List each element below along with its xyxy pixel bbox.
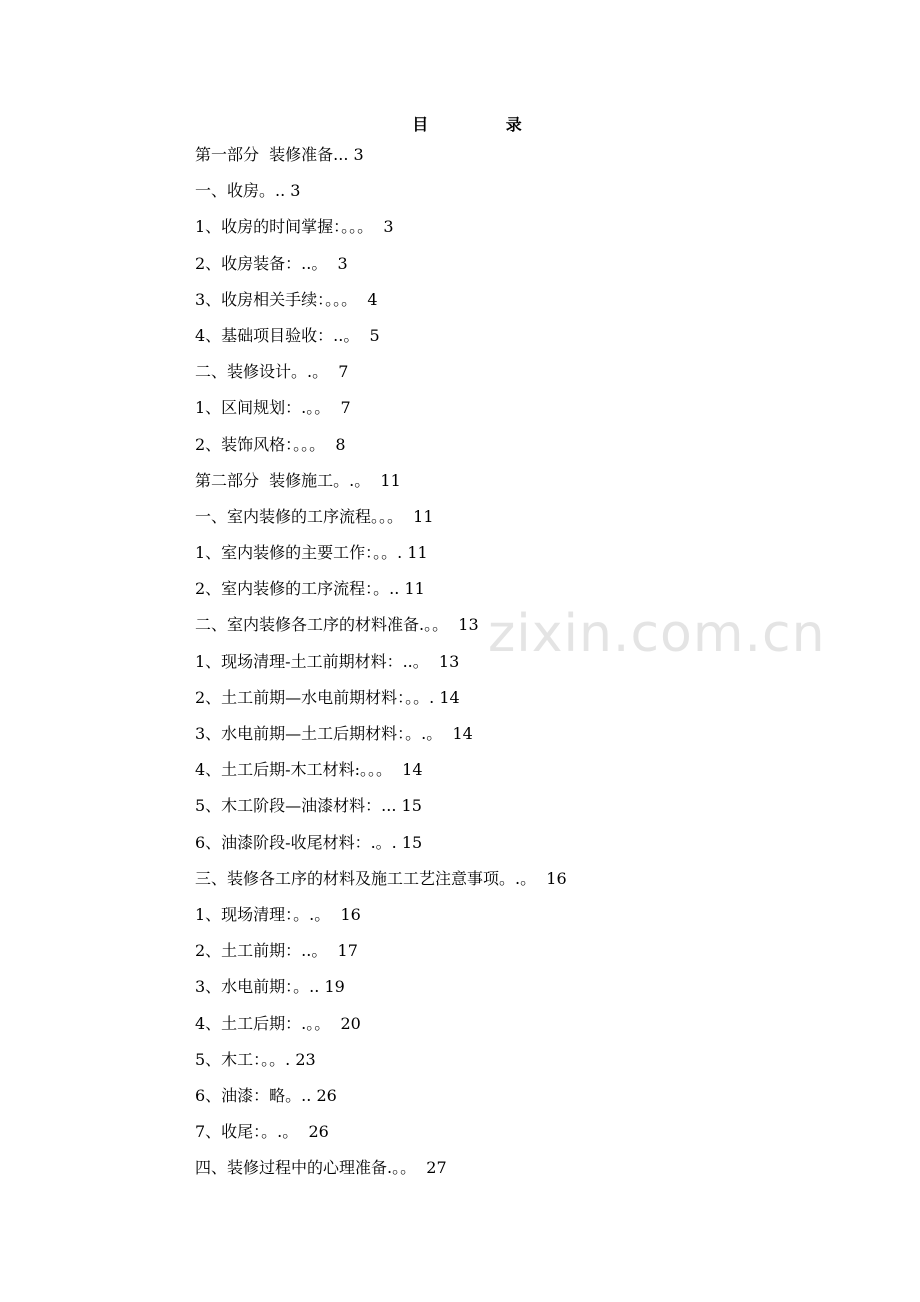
toc-entry: 4、土工后期：.。。 20 — [195, 1013, 361, 1033]
toc-entry: 6、油漆阶段-收尾材料：.。. 15 — [195, 832, 423, 852]
toc-entry: 7、收尾：。.。 26 — [195, 1122, 329, 1142]
toc-entry: 4、基础项目验收：..。 5 — [195, 325, 380, 345]
toc-entry: 第二部分 装修施工。.。 11 — [195, 470, 401, 490]
toc-entry: 3、水电前期：。.. 19 — [195, 977, 345, 997]
toc-entry: 2、土工前期—水电前期材料：。。. 14 — [195, 687, 460, 707]
toc-entry: 3、收房相关手续：。。。 4 — [195, 289, 378, 309]
toc-entry: 2、土工前期：..。 17 — [195, 941, 358, 961]
toc-entry: 第一部分 装修准备... 3 — [195, 145, 364, 164]
toc-entry: 6、油漆：略。.. 26 — [195, 1085, 337, 1105]
toc-entry: 5、木工阶段—油漆材料：... 15 — [195, 796, 422, 816]
toc-entry: 1、现场清理：。.。 16 — [195, 904, 361, 924]
toc-entry: 三、装修各工序的材料及施工工艺注意事项。.。 16 — [195, 868, 567, 888]
toc-entry: 1、区间规划：.。。 7 — [195, 398, 351, 418]
toc-entry: 二、装修设计。.。 7 — [195, 362, 349, 382]
toc-entry: 2、收房装备：..。 3 — [195, 253, 348, 273]
toc-entry: 1、现场清理-土工前期材料：..。 13 — [195, 651, 460, 671]
toc-entry: 5、木工：。。. 23 — [195, 1049, 316, 1069]
toc-list — [195, 141, 567, 1190]
toc-entry: 2、装饰风格：。。。 8 — [195, 434, 346, 454]
toc-entry: 二、室内装修各工序的材料准备.。。 13 — [195, 615, 479, 635]
toc-title: 目 录 — [412, 115, 558, 134]
toc-entry: 3、水电前期—土工后期材料：。.。 14 — [195, 724, 473, 743]
toc-entry: 2、室内装修的工序流程：。.. 11 — [195, 579, 425, 599]
toc-entry: 四、装修过程中的心理准备.。。 27 — [195, 1158, 447, 1178]
toc-entry: 一、室内装修的工序流程。。。 11 — [195, 506, 434, 526]
toc-entry: 4、土工后期-木工材料:。。。 14 — [195, 760, 423, 780]
toc-entry: 1、室内装修的主要工作：。。. 11 — [195, 543, 428, 563]
toc-entry: 1、收房的时间掌握：。。。 3 — [195, 217, 394, 237]
toc-entry: 一、收房。.. 3 — [195, 181, 301, 201]
watermark: zixin.com.cn — [488, 604, 826, 664]
